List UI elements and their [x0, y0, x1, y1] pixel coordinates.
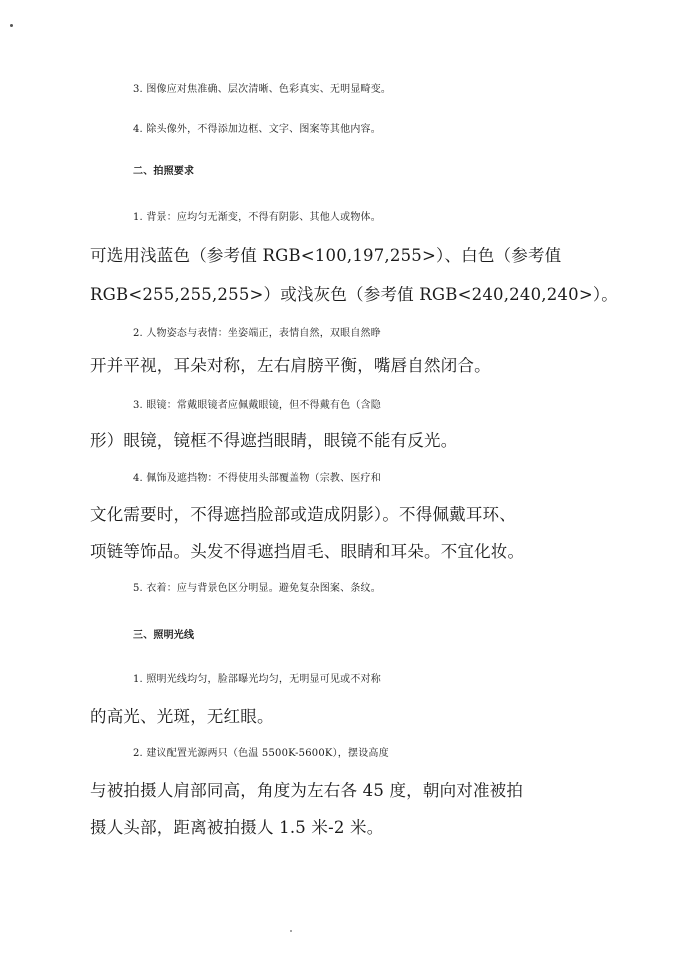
paragraph-line: 5. 衣着：应与背景色区分明显。避免复杂图案、条纹。	[133, 583, 381, 594]
paragraph-line: 摄人头部，距离被拍摄人 1.5 米-2 米。	[90, 818, 384, 837]
paragraph-line: 2. 人物姿态与表情：坐姿端正，表情自然，双眼自然睁	[133, 328, 381, 339]
scan-speck	[10, 24, 13, 27]
paragraph-line: 的高光、光斑，无红眼。	[90, 707, 274, 726]
paragraph-line: 文化需要时，不得遮挡脸部或造成阴影）。不得佩戴耳环、	[90, 505, 516, 524]
paragraph-line: 可选用浅蓝色（参考值 RGB<100,197,255>）、白色（参考值	[90, 246, 562, 265]
paragraph-line: 4. 佩饰及遮挡物：不得使用头部覆盖物（宗教、医疗和	[133, 473, 381, 484]
paragraph-line: 1. 照明光线均匀，脸部曝光均匀，无明显可见或不对称	[133, 674, 381, 685]
paragraph-line: 4. 除头像外，不得添加边框、文字、图案等其他内容。	[133, 124, 381, 135]
section-heading: 二、拍照要求	[133, 166, 195, 177]
paragraph-line: 与被拍摄人肩部同高，角度为左右各 45 度，朝向对准被拍	[90, 781, 524, 800]
paragraph-line: 开并平视，耳朵对称，左右肩膀平衡，嘴唇自然闭合。	[90, 356, 491, 375]
paragraph-line: 3. 眼镜：常戴眼镜者应佩戴眼镜，但不得戴有色（含隐	[133, 400, 381, 411]
paragraph-line: 2. 建议配置光源两只（色温 5500K-5600K），摆设高度	[133, 748, 389, 759]
scan-speck	[290, 930, 292, 932]
paragraph-line: 3. 图像应对焦准确、层次清晰、色彩真实、无明显畸变。	[133, 84, 392, 95]
paragraph-line: 1. 背景：应均匀无渐变，不得有阴影、其他人或物体。	[133, 212, 381, 223]
paragraph-line: 形）眼镜，镜框不得遮挡眼睛，眼镜不能有反光。	[90, 431, 458, 450]
paragraph-line: 项链等饰品。头发不得遮挡眉毛、眼睛和耳朵。不宜化妆。	[90, 542, 525, 561]
section-heading: 三、照明光线	[133, 630, 195, 641]
paragraph-line: RGB<255,255,255>）或浅灰色（参考值 RGB<240,240,240>）。	[90, 285, 618, 304]
